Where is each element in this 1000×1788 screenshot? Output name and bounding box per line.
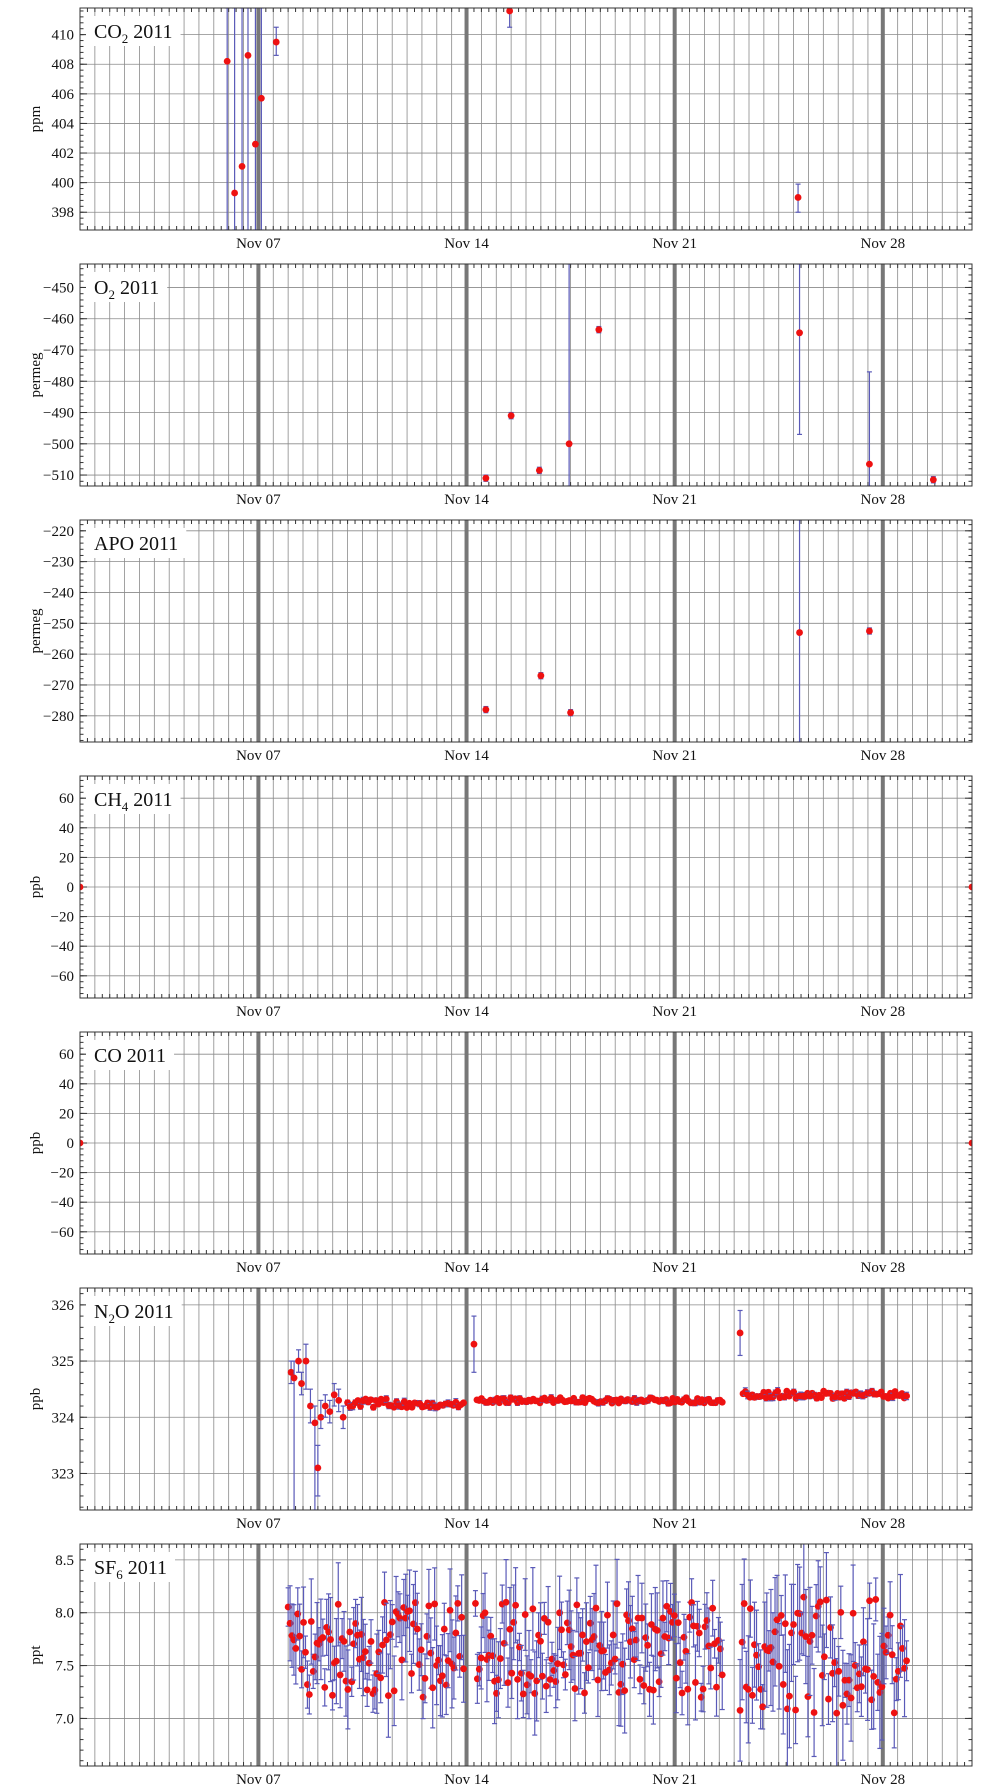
data-point xyxy=(506,1626,513,1633)
y-tick-label: 20 xyxy=(59,850,74,867)
data-point xyxy=(505,1679,512,1686)
x-tick-label: Nov 07 xyxy=(236,748,281,764)
title-subscript: 4 xyxy=(121,799,129,814)
x-tick-label: Nov 14 xyxy=(444,748,489,764)
data-point xyxy=(595,326,602,333)
data-point xyxy=(567,709,574,716)
data-point xyxy=(614,1600,621,1607)
data-point xyxy=(594,1677,601,1684)
data-series xyxy=(285,1539,910,1768)
y-tick-label: 40 xyxy=(59,1076,74,1093)
x-tick-label: Nov 28 xyxy=(860,1260,906,1276)
data-point xyxy=(566,440,573,447)
y-tick-label: −510 xyxy=(43,468,74,485)
y-tick-label: 400 xyxy=(51,175,74,192)
data-point xyxy=(737,1707,744,1714)
y-tick-label: 402 xyxy=(51,146,74,163)
data-point xyxy=(610,1632,617,1639)
data-point xyxy=(329,1692,336,1699)
data-point xyxy=(408,1670,415,1677)
x-tick-label: Nov 14 xyxy=(444,1004,489,1020)
data-point xyxy=(795,194,802,201)
data-point xyxy=(497,1655,504,1662)
y-tick-label: 408 xyxy=(51,57,74,74)
title-subscript: 2 xyxy=(108,1311,115,1326)
data-point xyxy=(447,1607,454,1614)
y-tick-label: 60 xyxy=(59,791,74,808)
data-point xyxy=(579,1632,586,1639)
y-axis-label: ppm xyxy=(28,105,44,133)
data-point xyxy=(654,1627,661,1634)
panel-2 xyxy=(28,264,972,508)
data-point xyxy=(673,1675,680,1682)
x-tick-label: Nov 21 xyxy=(652,1260,697,1276)
data-point xyxy=(817,1599,824,1606)
title-species: O xyxy=(94,277,109,299)
data-point xyxy=(385,1692,392,1699)
x-tick-label: Nov 14 xyxy=(444,1516,489,1532)
data-point xyxy=(650,1687,657,1694)
data-point xyxy=(506,8,513,15)
data-point xyxy=(692,1679,699,1686)
data-point xyxy=(707,1665,714,1672)
data-point xyxy=(335,1397,342,1404)
data-point xyxy=(562,1671,569,1678)
data-point xyxy=(458,1614,465,1621)
title-subscript: 2 xyxy=(121,31,129,46)
y-tick-label: −490 xyxy=(43,405,74,422)
data-point xyxy=(302,1649,309,1656)
title-species: APO xyxy=(94,533,135,555)
data-point xyxy=(471,1341,478,1348)
data-point xyxy=(786,1693,793,1700)
data-point xyxy=(422,1675,429,1682)
data-point xyxy=(572,1685,579,1692)
data-point xyxy=(593,1605,600,1612)
data-point xyxy=(539,1673,546,1680)
data-point xyxy=(737,1330,744,1337)
title-species: N xyxy=(94,1301,109,1323)
y-tick-label: 324 xyxy=(51,1410,74,1427)
data-point xyxy=(295,1358,302,1365)
data-point xyxy=(362,1648,369,1655)
data-point xyxy=(308,1618,315,1625)
data-point xyxy=(224,58,231,65)
data-point xyxy=(300,1619,307,1626)
data-point xyxy=(621,1687,628,1694)
data-point xyxy=(537,672,544,679)
data-point xyxy=(303,1358,310,1365)
data-point xyxy=(536,467,543,474)
y-axis-label: permeg xyxy=(28,608,44,654)
panel-3 xyxy=(28,520,972,764)
y-tick-label: −240 xyxy=(43,585,74,602)
data-point xyxy=(533,1677,540,1684)
y-tick-label: 60 xyxy=(59,1047,74,1064)
data-point xyxy=(796,629,803,636)
data-point xyxy=(930,476,937,483)
data-point xyxy=(866,461,873,468)
x-tick-label: Nov 28 xyxy=(860,236,906,252)
data-point xyxy=(391,1687,398,1694)
data-point xyxy=(314,1464,321,1471)
y-tick-label: −500 xyxy=(43,436,74,453)
data-point xyxy=(252,141,259,148)
data-point xyxy=(482,1609,489,1616)
data-point xyxy=(431,1601,438,1608)
panel-title xyxy=(94,533,178,555)
panel-title xyxy=(94,21,173,46)
data-point xyxy=(604,1612,611,1619)
panel-5 xyxy=(28,1032,975,1276)
data-point xyxy=(291,1375,298,1382)
data-point xyxy=(833,1710,840,1717)
y-tick-label: 7.0 xyxy=(55,1711,74,1728)
x-tick-label: Nov 28 xyxy=(860,748,906,764)
data-point xyxy=(660,1615,667,1622)
data-point xyxy=(512,1602,519,1609)
data-point xyxy=(778,1612,785,1619)
y-tick-label: 40 xyxy=(59,820,74,837)
data-point xyxy=(543,1683,550,1690)
y-tick-label: −450 xyxy=(43,280,74,297)
y-tick-label: −20 xyxy=(50,1165,74,1182)
panel-4 xyxy=(28,776,975,1020)
data-point xyxy=(644,1642,651,1649)
panel-title xyxy=(94,1301,174,1326)
data-point xyxy=(529,1605,536,1612)
data-point xyxy=(482,706,489,713)
data-point xyxy=(823,1597,830,1604)
title-subscript: 2 xyxy=(108,287,115,302)
data-point xyxy=(637,1676,644,1683)
data-point xyxy=(638,1615,645,1622)
data-point xyxy=(406,1607,413,1614)
panel-title xyxy=(94,1045,166,1067)
data-point xyxy=(326,1408,333,1415)
data-point xyxy=(439,1672,446,1679)
data-point xyxy=(321,1684,328,1691)
data-point xyxy=(331,1391,338,1398)
data-point xyxy=(848,1695,855,1702)
data-point xyxy=(508,412,515,419)
data-series xyxy=(224,8,802,230)
data-point xyxy=(749,1692,756,1699)
data-point xyxy=(522,1611,529,1618)
y-tick-label: −470 xyxy=(43,342,74,359)
data-point xyxy=(306,1691,313,1698)
title-year: O 2011 xyxy=(114,1301,174,1323)
y-tick-label: −260 xyxy=(43,647,74,664)
data-point xyxy=(675,1619,682,1626)
x-tick-label: Nov 14 xyxy=(444,492,489,508)
title-year: 2011 xyxy=(134,533,179,555)
data-point xyxy=(903,1393,910,1400)
y-tick-label: 410 xyxy=(51,27,74,44)
y-tick-label: −280 xyxy=(43,708,74,725)
data-point xyxy=(273,39,280,46)
data-point xyxy=(713,1684,720,1691)
y-tick-label: 0 xyxy=(66,1136,74,1152)
y-tick-label: −20 xyxy=(50,909,74,926)
y-tick-label: 325 xyxy=(51,1354,74,1371)
data-point xyxy=(368,1638,375,1645)
x-tick-label: Nov 07 xyxy=(236,236,281,252)
data-point xyxy=(344,1686,351,1693)
y-tick-label: −480 xyxy=(43,374,74,391)
data-point xyxy=(684,1686,691,1693)
data-point xyxy=(839,1702,846,1709)
y-tick-label: −250 xyxy=(43,616,74,633)
data-point xyxy=(231,190,238,197)
data-point xyxy=(821,1653,828,1660)
data-point xyxy=(837,1609,844,1616)
data-point xyxy=(337,1672,344,1679)
data-point xyxy=(341,1638,348,1645)
x-tick-label: Nov 21 xyxy=(652,1772,697,1788)
y-tick-label: −220 xyxy=(43,523,74,540)
x-tick-label: Nov 21 xyxy=(652,1516,697,1532)
data-point xyxy=(825,1696,832,1703)
x-tick-label: Nov 07 xyxy=(236,492,281,508)
x-tick-label: Nov 07 xyxy=(236,1260,281,1276)
x-tick-label: Nov 28 xyxy=(860,492,906,508)
data-point xyxy=(514,1676,521,1683)
data-point xyxy=(389,1619,396,1626)
data-point xyxy=(774,1388,781,1395)
x-tick-label: Nov 28 xyxy=(860,1004,906,1020)
y-tick-label: 404 xyxy=(51,116,74,133)
data-point xyxy=(292,1645,299,1652)
y-tick-label: 8.5 xyxy=(55,1552,74,1569)
title-species: CO xyxy=(94,1045,122,1067)
data-point xyxy=(503,1599,510,1606)
data-point xyxy=(335,1601,342,1608)
data-point xyxy=(346,1629,353,1636)
y-tick-label: −60 xyxy=(50,968,74,985)
title-year: 2011 xyxy=(128,789,173,811)
y-tick-label: 0 xyxy=(66,880,74,896)
data-point xyxy=(719,1671,726,1678)
x-tick-label: Nov 14 xyxy=(444,236,489,252)
data-point xyxy=(835,1668,842,1675)
data-point xyxy=(364,1686,371,1693)
y-axis-label: ppb xyxy=(28,1387,44,1411)
panel-6 xyxy=(28,1288,972,1532)
x-tick-label: Nov 07 xyxy=(236,1772,281,1788)
data-point xyxy=(383,1396,390,1403)
panel-title xyxy=(94,277,159,302)
y-tick-label: −270 xyxy=(43,677,74,694)
panel-7 xyxy=(28,1539,972,1788)
data-point xyxy=(327,1636,334,1643)
y-tick-label: 7.5 xyxy=(55,1658,74,1675)
y-tick-label: 323 xyxy=(51,1466,74,1483)
y-tick-label: 20 xyxy=(59,1106,74,1123)
data-point xyxy=(573,1601,580,1608)
data-point xyxy=(454,1600,461,1607)
y-tick-label: 8.0 xyxy=(55,1605,74,1622)
data-point xyxy=(545,1619,552,1626)
data-point xyxy=(333,1658,340,1665)
data-point xyxy=(340,1414,347,1421)
y-tick-label: 398 xyxy=(51,205,74,222)
data-point xyxy=(298,1380,305,1387)
x-tick-label: Nov 14 xyxy=(444,1260,489,1276)
title-year: 2011 xyxy=(114,277,160,299)
x-tick-label: Nov 21 xyxy=(652,748,697,764)
data-point xyxy=(790,1621,797,1628)
data-point xyxy=(537,1638,544,1645)
x-tick-label: Nov 28 xyxy=(860,1772,906,1788)
y-tick-label: −40 xyxy=(50,1195,74,1212)
data-point xyxy=(414,1626,421,1633)
data-point xyxy=(671,1612,678,1619)
data-point xyxy=(460,1665,467,1672)
data-point xyxy=(776,1663,783,1670)
y-axis-label: permeg xyxy=(28,352,44,398)
data-point xyxy=(322,1403,329,1410)
data-point xyxy=(554,1660,561,1667)
data-point xyxy=(700,1686,707,1693)
data-point xyxy=(679,1690,686,1697)
data-series xyxy=(288,1310,910,1510)
data-point xyxy=(528,1673,535,1680)
x-tick-label: Nov 21 xyxy=(652,492,697,508)
data-point xyxy=(709,1605,716,1612)
data-point xyxy=(377,1674,384,1681)
data-point xyxy=(782,1620,789,1627)
y-tick-label: 406 xyxy=(51,86,74,103)
data-point xyxy=(478,1655,485,1662)
data-point xyxy=(418,1646,425,1653)
y-axis-label: ppb xyxy=(28,1131,44,1155)
data-point xyxy=(811,1709,818,1716)
data-point xyxy=(425,1602,432,1609)
y-tick-label: 326 xyxy=(51,1297,74,1314)
data-point xyxy=(581,1690,588,1697)
x-tick-label: Nov 21 xyxy=(652,1004,697,1020)
x-tick-label: Nov 07 xyxy=(236,1004,281,1020)
data-point xyxy=(298,1666,305,1673)
panel-title xyxy=(94,789,173,814)
data-point xyxy=(792,1707,799,1714)
data-point xyxy=(239,163,246,170)
data-point xyxy=(441,1626,448,1633)
data-point xyxy=(866,628,873,635)
y-axis-label: ppb xyxy=(28,875,44,899)
data-point xyxy=(520,1691,527,1698)
data-point xyxy=(245,52,252,59)
data-point xyxy=(640,1682,647,1689)
data-point xyxy=(796,329,803,336)
title-year: 2011 xyxy=(128,21,173,43)
y-tick-label: −230 xyxy=(43,554,74,571)
data-point xyxy=(809,1632,816,1639)
data-point xyxy=(460,1399,467,1406)
data-point xyxy=(258,95,265,102)
data-point xyxy=(719,1399,726,1406)
data-point xyxy=(429,1684,436,1691)
data-series xyxy=(482,264,936,486)
x-tick-label: Nov 14 xyxy=(444,1772,489,1788)
data-point xyxy=(311,1419,318,1426)
x-tick-label: Nov 28 xyxy=(860,1516,906,1532)
data-point xyxy=(741,1600,748,1607)
data-point xyxy=(696,1630,703,1637)
title-year: 2011 xyxy=(121,1045,167,1067)
x-tick-label: Nov 07 xyxy=(236,1516,281,1532)
x-tick-label: Nov 21 xyxy=(652,236,697,252)
panel-1 xyxy=(28,8,972,252)
data-point xyxy=(745,1686,752,1693)
y-tick-label: −60 xyxy=(50,1224,74,1241)
data-point xyxy=(558,1626,565,1633)
data-point xyxy=(482,475,489,482)
y-tick-label: −460 xyxy=(43,311,74,328)
data-point xyxy=(780,1681,787,1688)
data-point xyxy=(508,1670,515,1677)
title-species: CH xyxy=(94,789,122,811)
title-species: CO xyxy=(94,21,122,43)
data-point xyxy=(296,1633,303,1640)
data-point xyxy=(319,1634,326,1641)
data-point xyxy=(472,1600,479,1607)
data-point xyxy=(747,1605,754,1612)
y-tick-label: −40 xyxy=(50,939,74,956)
